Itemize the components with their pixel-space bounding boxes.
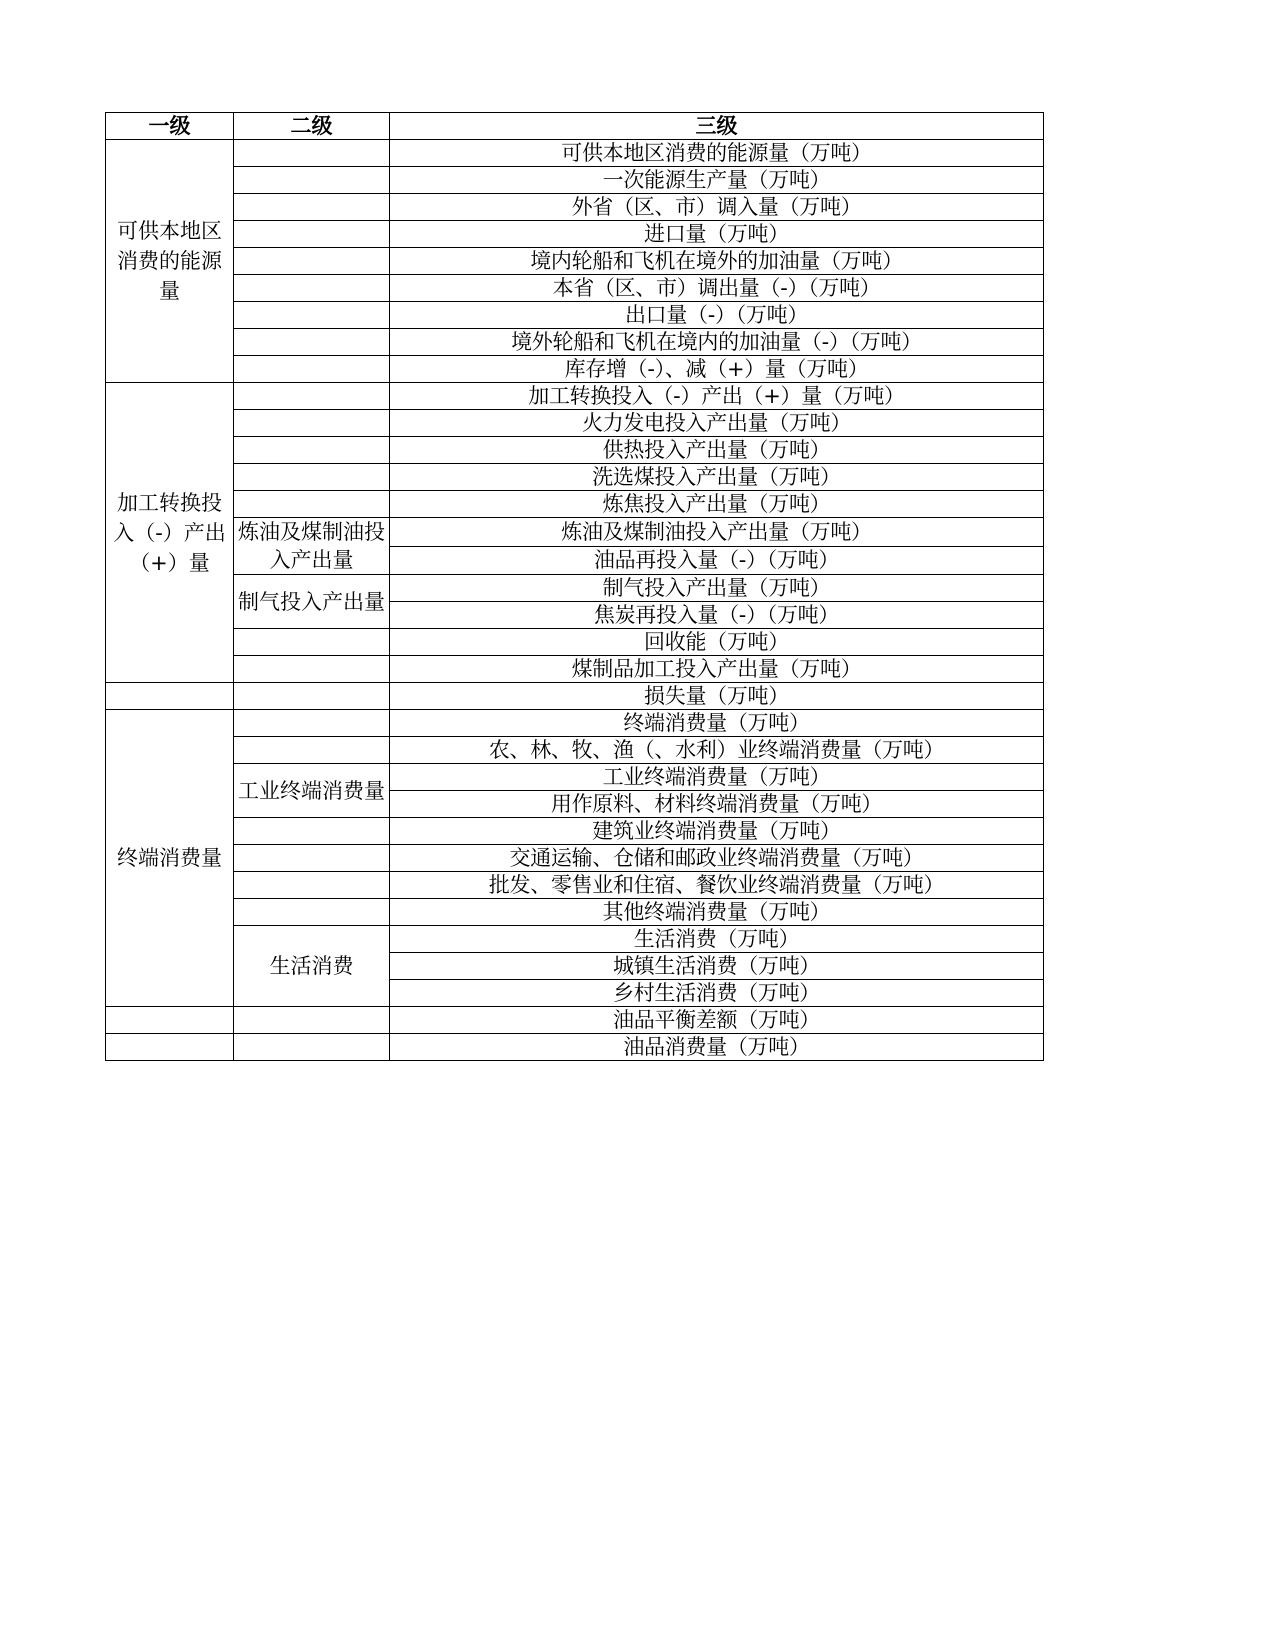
level2-empty-cell <box>234 194 390 221</box>
table-row <box>106 437 1044 464</box>
item-cell: 乡村生活消费（万吨） <box>390 980 1044 1007</box>
level2-empty-cell <box>234 221 390 248</box>
item-cell: 洗选煤投入产出量（万吨） <box>390 464 1044 491</box>
subgroup-industrial-cell: 工业终端消费量 <box>234 764 390 818</box>
item-cell: 终端消费量（万吨） <box>390 710 1044 737</box>
level2-empty-cell <box>234 437 390 464</box>
item-cell: 境内轮船和飞机在境外的加油量（万吨） <box>390 248 1044 275</box>
level1-empty-cell <box>106 1007 234 1034</box>
level2-empty-cell <box>234 464 390 491</box>
group-supply-cell: 可供本地区消费的能源量 <box>106 140 234 383</box>
level2-empty-cell <box>234 872 390 899</box>
level2-empty-cell <box>234 899 390 926</box>
item-cell: 焦炭再投入量（-）（万吨） <box>390 602 1044 629</box>
item-cell: 加工转换投入（-）产出（+）量（万吨） <box>390 383 1044 410</box>
table-row <box>106 764 1044 791</box>
level2-empty-cell <box>234 248 390 275</box>
table-row <box>106 140 1044 167</box>
level2-empty-cell <box>234 275 390 302</box>
header-level2: 二级 <box>234 113 390 140</box>
header-level3: 三级 <box>390 113 1044 140</box>
item-cell: 库存增（-）、减（+）量（万吨） <box>390 356 1044 383</box>
table-row <box>106 410 1044 437</box>
item-cell: 本省（区、市）调出量（-）（万吨） <box>390 275 1044 302</box>
table-row <box>106 491 1044 518</box>
item-cell: 其他终端消费量（万吨） <box>390 899 1044 926</box>
item-cell: 炼焦投入产出量（万吨） <box>390 491 1044 518</box>
item-cell: 损失量（万吨） <box>390 683 1044 710</box>
item-cell: 工业终端消费量（万吨） <box>390 764 1044 791</box>
table-row <box>106 872 1044 899</box>
item-cell: 用作原料、材料终端消费量（万吨） <box>390 791 1044 818</box>
item-cell: 油品再投入量（-）（万吨） <box>390 546 1044 575</box>
table-row <box>106 356 1044 383</box>
level2-empty-cell <box>234 1007 390 1034</box>
table-row <box>106 656 1044 683</box>
level2-empty-cell <box>234 383 390 410</box>
item-cell: 煤制品加工投入产出量（万吨） <box>390 656 1044 683</box>
table-row <box>106 710 1044 737</box>
table-row <box>106 221 1044 248</box>
subgroup-gas-making-cell: 制气投入产出量 <box>234 575 390 629</box>
level2-empty-cell <box>234 845 390 872</box>
level2-empty-cell <box>234 167 390 194</box>
item-cell: 出口量（-）（万吨） <box>390 302 1044 329</box>
item-cell: 进口量（万吨） <box>390 221 1044 248</box>
item-cell: 一次能源生产量（万吨） <box>390 167 1044 194</box>
header-level1: 一级 <box>106 113 234 140</box>
table-row <box>106 383 1044 410</box>
item-cell: 建筑业终端消费量（万吨） <box>390 818 1044 845</box>
level2-empty-cell <box>234 737 390 764</box>
level2-empty-cell <box>234 356 390 383</box>
subgroup-oil-refining-cell: 炼油及煤制油投入产出量 <box>234 518 390 575</box>
table-row <box>106 329 1044 356</box>
item-cell: 油品平衡差额（万吨） <box>390 1007 1044 1034</box>
table-row <box>106 575 1044 602</box>
table-row <box>106 1007 1044 1034</box>
table-row <box>106 845 1044 872</box>
item-cell: 制气投入产出量（万吨） <box>390 575 1044 602</box>
table-row <box>106 464 1044 491</box>
item-cell: 炼油及煤制油投入产出量（万吨） <box>390 518 1044 547</box>
table-row <box>106 518 1044 547</box>
item-cell: 批发、零售业和住宿、餐饮业终端消费量（万吨） <box>390 872 1044 899</box>
table-row <box>106 167 1044 194</box>
level2-empty-cell <box>234 302 390 329</box>
energy-item-table <box>105 112 1044 1061</box>
table-row <box>106 302 1044 329</box>
item-cell: 境外轮船和飞机在境内的加油量（-）（万吨） <box>390 329 1044 356</box>
level1-empty-cell <box>106 1034 234 1061</box>
table-row <box>106 818 1044 845</box>
item-cell: 农、林、牧、渔（、水利）业终端消费量（万吨） <box>390 737 1044 764</box>
item-cell: 供热投入产出量（万吨） <box>390 437 1044 464</box>
table-row <box>106 629 1044 656</box>
table-row <box>106 737 1044 764</box>
item-cell: 生活消费（万吨） <box>390 926 1044 953</box>
level2-empty-cell <box>234 1034 390 1061</box>
item-cell: 油品消费量（万吨） <box>390 1034 1044 1061</box>
group-final-cell: 终端消费量 <box>106 710 234 1007</box>
table-row <box>106 1034 1044 1061</box>
level2-empty-cell <box>234 140 390 167</box>
item-cell: 城镇生活消费（万吨） <box>390 953 1044 980</box>
table-row <box>106 275 1044 302</box>
table-row <box>106 926 1044 953</box>
level2-empty-cell <box>234 410 390 437</box>
level2-empty-cell <box>234 818 390 845</box>
table-row <box>106 248 1044 275</box>
level2-empty-cell <box>234 656 390 683</box>
level2-empty-cell <box>234 629 390 656</box>
level2-empty-cell <box>234 491 390 518</box>
item-cell: 火力发电投入产出量（万吨） <box>390 410 1044 437</box>
level2-empty-cell <box>234 683 390 710</box>
level2-empty-cell <box>234 710 390 737</box>
subgroup-household-cell: 生活消费 <box>234 926 390 1007</box>
table-row <box>106 194 1044 221</box>
item-cell: 外省（区、市）调入量（万吨） <box>390 194 1044 221</box>
table-row <box>106 899 1044 926</box>
energy-balance-sheet <box>105 112 1044 1061</box>
table-row <box>106 683 1044 710</box>
level2-empty-cell <box>234 329 390 356</box>
item-cell: 交通运输、仓储和邮政业终端消费量（万吨） <box>390 845 1044 872</box>
table-header-row <box>106 113 1044 140</box>
item-cell: 回收能（万吨） <box>390 629 1044 656</box>
item-cell: 可供本地区消费的能源量（万吨） <box>390 140 1044 167</box>
group-conversion-cell: 加工转换投入（-）产出（+）量 <box>106 383 234 683</box>
level1-empty-cell <box>106 683 234 710</box>
